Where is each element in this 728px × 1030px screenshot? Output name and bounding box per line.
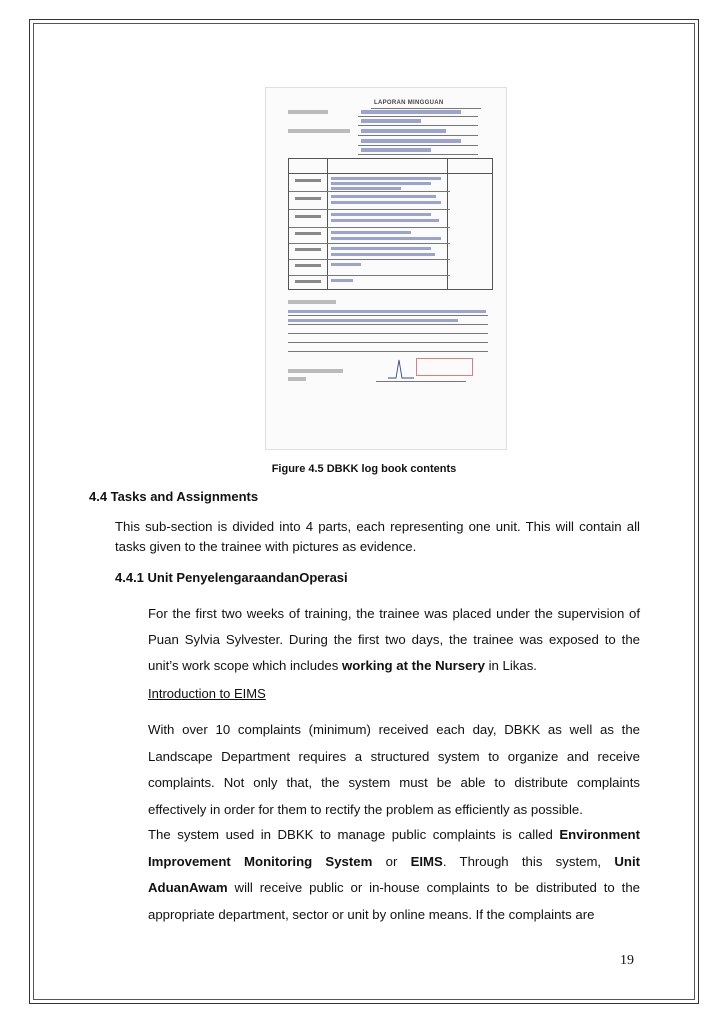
- logbook-table: [288, 158, 493, 290]
- signature-mark: [386, 356, 416, 382]
- page-number: 19: [620, 953, 634, 968]
- paragraph-eims-system: The system used in DBKK to manage public complaints is called Environment Improvement Monitoring System or EIMS. Through this system, Unit AduanAwam will receive public or in-house complaints to be distributed to the appropriate department, sector or unit by online means. If the complaints are: [148, 827, 640, 922]
- subsection-heading: 4.4.1 Unit PenyelengaraandanOperasi: [115, 570, 348, 585]
- eims-intro-heading: Introduction to EIMS: [148, 686, 266, 701]
- paragraph-training-supervision: For the first two weeks of training, the trainee was placed under the supervision of Puan Sylvia Sylvester. During the first two days, the trainee was exposed to the unit’s work scope which includes working at the Nursery in Likas.: [148, 606, 640, 673]
- paragraph-complaints: With over 10 complaints (minimum) received each day, DBKK as well as the Landscape Department requires a structured system to organize and receive complaints. Not only that, the system must be able to distribute complaints effectively in order for them to rectify the problem as efficiently as possible.: [148, 722, 640, 817]
- official-stamp: [416, 358, 473, 376]
- figure-caption: Figure 4.5 DBKK log book contents: [271, 463, 457, 475]
- section-heading: 4.4 Tasks and Assignments: [89, 489, 259, 504]
- section-intro-paragraph: This sub-section is divided into 4 parts, each representing one unit. This will contain all tasks given to the trainee with pictures as evidence.: [115, 519, 640, 554]
- bold-nursery: working at the Nursery: [342, 658, 485, 673]
- scan-title: LAPORAN MINGGUAN: [374, 100, 444, 106]
- logbook-scan-image: [265, 87, 507, 450]
